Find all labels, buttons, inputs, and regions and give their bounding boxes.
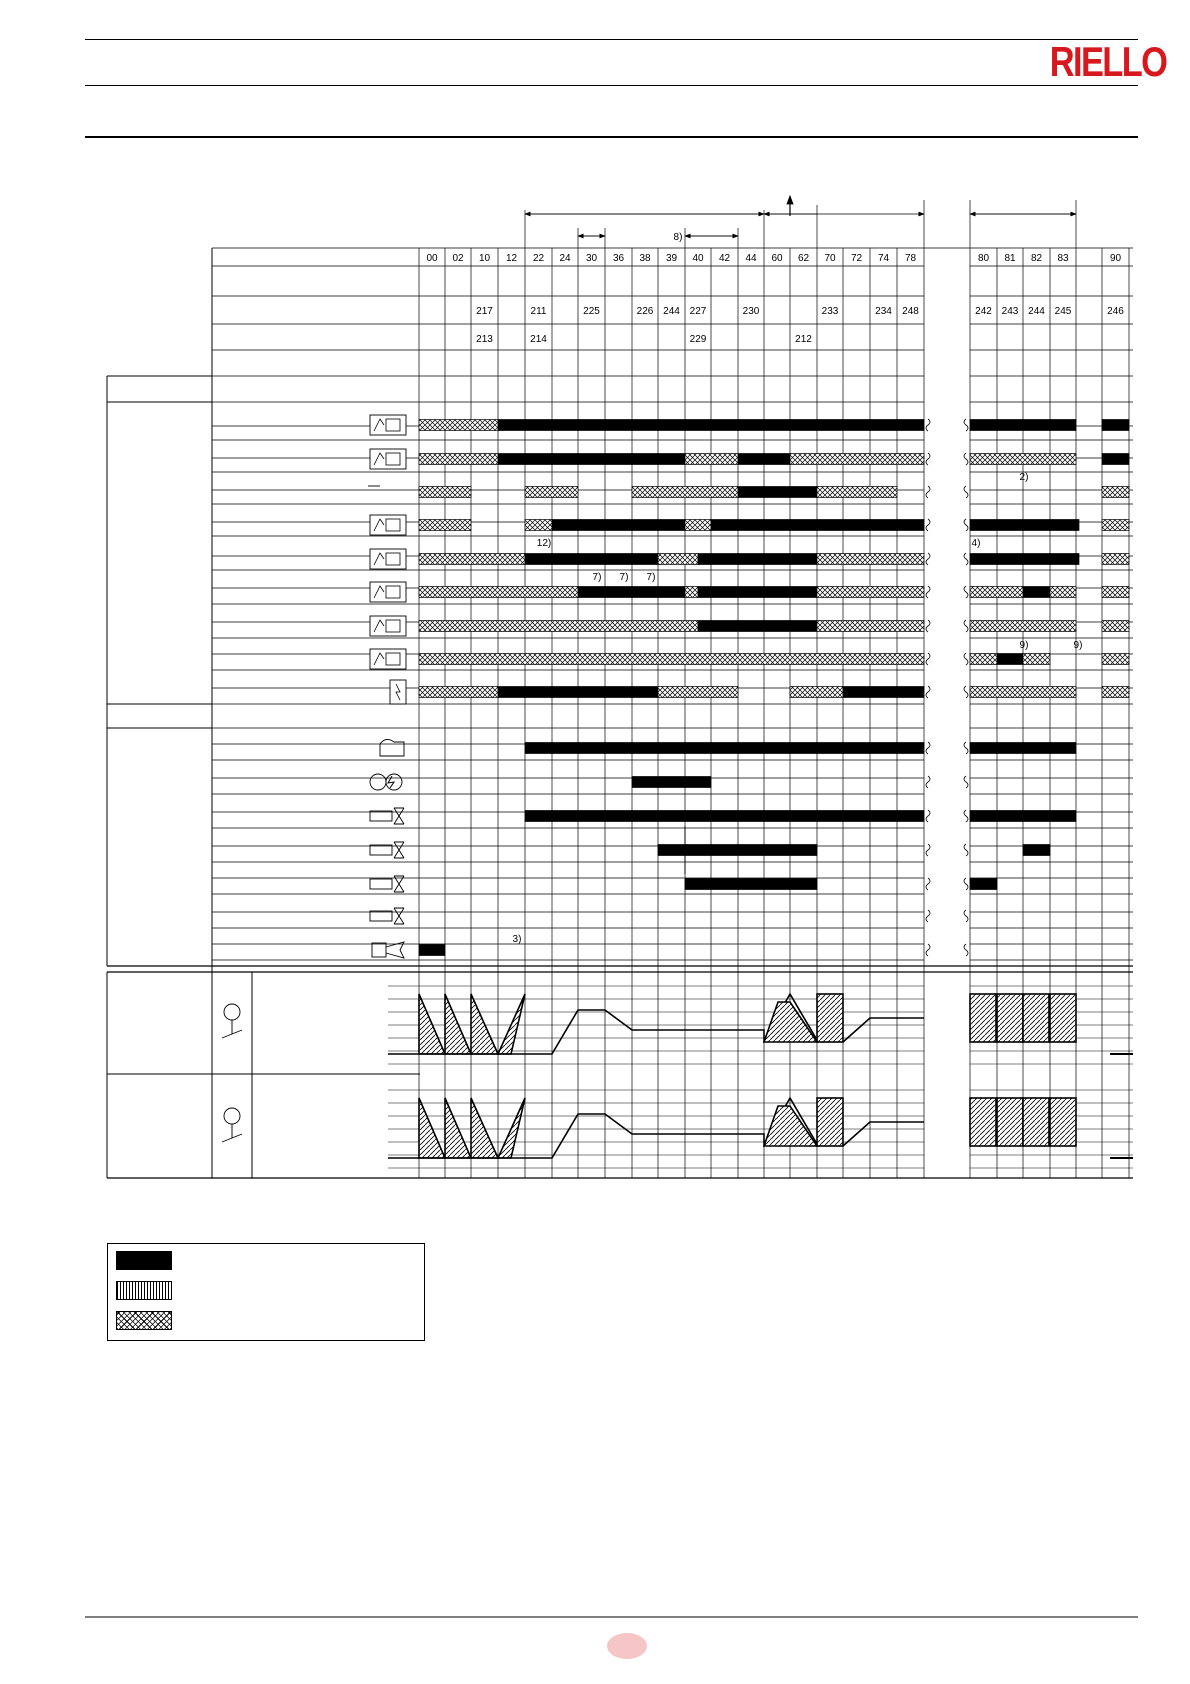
column-label: 44: [745, 253, 757, 264]
alarm-horn-icon: [386, 942, 404, 958]
timing-bar: [1023, 845, 1050, 856]
timing-bar: [970, 621, 1076, 632]
timing-bar: [658, 687, 738, 698]
timing-bar: [658, 845, 817, 856]
column-label: 70: [824, 253, 836, 264]
note-label: 8): [673, 232, 683, 243]
timing-bar: [817, 554, 924, 565]
code-label: 244: [663, 306, 680, 317]
timing-bar: [1102, 420, 1129, 431]
wave-block: [817, 994, 843, 1042]
timing-bar: [419, 687, 498, 698]
wave-block: [817, 1098, 843, 1146]
wave-block: [997, 1098, 1023, 1146]
timing-bar: [498, 420, 924, 431]
timing-bar: [525, 520, 552, 531]
code-label: 234: [875, 306, 892, 317]
timing-bar: [738, 454, 790, 465]
break-mark: [926, 453, 930, 465]
valve-icon: [370, 811, 392, 821]
timing-bar: [419, 420, 498, 431]
column-label: 72: [850, 253, 863, 264]
timing-bar: [698, 554, 817, 565]
code-label: 230: [742, 306, 760, 317]
page-number-badge: [607, 1633, 647, 1659]
column-label: 81: [1004, 253, 1016, 264]
break-mark: [964, 620, 968, 632]
break-mark: [964, 553, 968, 565]
code-label: 227: [689, 306, 707, 317]
code-label: 246: [1107, 306, 1124, 317]
timing-bar: [1102, 621, 1129, 632]
valve-icon: [394, 876, 404, 892]
break-mark: [964, 653, 968, 665]
switch-icon: [370, 515, 406, 535]
break-mark: [964, 519, 968, 531]
column-label: 24: [559, 253, 571, 264]
column-label: 42: [718, 253, 731, 264]
note-label: 9): [1019, 640, 1029, 651]
component-icons: [222, 415, 406, 1142]
code-label: 217: [476, 306, 493, 317]
timing-bar: [970, 811, 1076, 822]
code-label: 226: [636, 306, 654, 317]
column-label: 74: [877, 253, 890, 264]
break-mark: [926, 620, 930, 632]
column-label: 02: [452, 253, 464, 264]
wave-block: [1050, 994, 1076, 1042]
column-label: 30: [585, 253, 598, 264]
column-label: 82: [1030, 253, 1043, 264]
timing-bar: [685, 587, 698, 598]
timing-bar: [970, 654, 997, 665]
code-label: 245: [1054, 306, 1072, 317]
break-mark: [964, 686, 968, 698]
break-mark: [964, 878, 968, 890]
timing-bar: [632, 487, 738, 498]
code-label: 243: [1001, 306, 1019, 317]
note-label: 9): [1073, 640, 1083, 651]
note-label: 7): [646, 572, 656, 583]
sensor-signal-icon: [224, 1004, 240, 1020]
timing-bar: [1050, 587, 1076, 598]
legend-any-state-swatch: [116, 1311, 172, 1330]
column-label: 12: [505, 253, 518, 264]
switch-icon: [370, 549, 406, 569]
break-mark: [964, 453, 968, 465]
timing-bar: [685, 520, 711, 531]
timing-bar: [525, 487, 578, 498]
column-label: 83: [1057, 253, 1069, 264]
code-label: 229: [689, 334, 707, 345]
break-mark: [926, 776, 930, 788]
timing-bar: [685, 879, 817, 890]
code-label: 225: [583, 306, 600, 317]
valve-icon: [394, 842, 404, 858]
column-label: 62: [797, 253, 810, 264]
timing-bar: [525, 811, 924, 822]
timing-bar: [578, 587, 685, 598]
wave-block: [1023, 994, 1049, 1042]
break-mark: [926, 810, 930, 822]
note-label: 7): [619, 572, 629, 583]
valve-icon: [370, 911, 392, 921]
break-mark: [926, 878, 930, 890]
timing-bar: [498, 454, 685, 465]
timing-bar: [1102, 520, 1129, 531]
timing-bar: [698, 621, 817, 632]
column-label: 78: [904, 253, 917, 264]
break-mark: [926, 486, 930, 498]
timing-bar: [1023, 654, 1050, 665]
timing-bar: [790, 687, 843, 698]
timing-bar: [711, 520, 924, 531]
note-label: 2): [1019, 472, 1029, 483]
column-label: 40: [692, 253, 704, 264]
break-mark: [926, 742, 930, 754]
timing-bar: [419, 487, 471, 498]
wave-block: [1023, 1098, 1049, 1146]
ignition-transformer-icon: [370, 774, 386, 790]
break-mark: [964, 910, 968, 922]
timing-bar: [1102, 487, 1129, 498]
timing-bar: [843, 687, 924, 698]
timing-bar: [970, 687, 1076, 698]
timing-bar: [419, 654, 924, 665]
alarm-horn-icon: [372, 943, 386, 957]
timing-bar: [419, 621, 698, 632]
wave-block: [970, 994, 996, 1042]
switch-icon: [370, 616, 406, 636]
thermostat-icon: [370, 449, 406, 469]
wave-block: [1050, 1098, 1076, 1146]
column-label: 10: [478, 253, 491, 264]
column-label: 39: [665, 253, 678, 264]
timing-bar: [498, 687, 658, 698]
break-mark: [964, 844, 968, 856]
timing-bar: [970, 743, 1076, 754]
timing-bar: [419, 520, 471, 531]
timing-bar: [525, 743, 924, 754]
timing-bar: [970, 587, 1023, 598]
legend-variable-swatch: [116, 1281, 172, 1300]
valve-icon: [394, 808, 404, 824]
break-mark: [926, 653, 930, 665]
note-label: 7): [592, 572, 602, 583]
note-label: 12): [536, 538, 552, 549]
column-label: 22: [532, 253, 545, 264]
code-label: 212: [795, 334, 812, 345]
break-mark: [964, 810, 968, 822]
break-mark: [926, 944, 930, 956]
timing-bar: [1102, 454, 1129, 465]
note-label: 3): [512, 934, 522, 945]
break-mark: [964, 742, 968, 754]
timing-bar: [525, 554, 658, 565]
code-label: 213: [476, 334, 493, 345]
wave-spike: [498, 994, 525, 1054]
break-mark: [964, 419, 968, 431]
timing-bar: [698, 587, 817, 598]
timing-bar: [738, 487, 817, 498]
code-label: 233: [821, 306, 839, 317]
timing-bar: [997, 654, 1023, 665]
wave-spike: [471, 1098, 498, 1158]
timing-bar: [1102, 587, 1129, 598]
legend-active-swatch: [116, 1251, 172, 1270]
column-label: 80: [977, 253, 990, 264]
timing-bar: [1023, 587, 1050, 598]
timing-bar: [970, 420, 1076, 431]
wave-line: [843, 1122, 924, 1146]
break-mark: [926, 419, 930, 431]
valve-icon: [394, 908, 404, 924]
code-label: 248: [902, 306, 919, 317]
timing-bar: [1102, 654, 1129, 665]
column-label: 38: [639, 253, 651, 264]
timing-bar: [970, 454, 1076, 465]
break-mark: [964, 586, 968, 598]
column-label: 60: [771, 253, 783, 264]
wave-spike: [498, 1098, 525, 1158]
break-mark: [926, 519, 930, 531]
timing-bar: [552, 520, 685, 531]
break-mark: [964, 944, 968, 956]
timing-bar: [658, 554, 698, 565]
valve-icon: [370, 845, 392, 855]
wave-spike: [419, 1098, 445, 1158]
timing-bar: [817, 487, 897, 498]
break-mark: [926, 586, 930, 598]
timing-bar: [817, 587, 924, 598]
valve-icon: [370, 879, 392, 889]
timing-bar: [817, 621, 924, 632]
note-label: 4): [971, 538, 981, 549]
fan-motor-icon: [380, 739, 404, 756]
signal-waveforms: [388, 986, 1133, 1168]
pressure-switch-icon: [370, 415, 406, 435]
timing-bar: [419, 945, 445, 956]
wave-line: [843, 1018, 924, 1042]
wave-spike: [445, 1098, 471, 1158]
timing-bar: [1102, 554, 1129, 565]
timing-bar: [1102, 687, 1129, 698]
wave-spike: [471, 994, 498, 1054]
break-mark: [926, 844, 930, 856]
legend-box: [107, 1243, 425, 1341]
column-label: 00: [426, 253, 438, 264]
code-label: 242: [975, 306, 992, 317]
timing-bar: [685, 454, 738, 465]
break-mark: [926, 910, 930, 922]
wave-block: [970, 1098, 996, 1146]
sensor-signal-icon: [224, 1108, 240, 1124]
wave-spike: [419, 994, 445, 1054]
break-mark: [964, 486, 968, 498]
timing-bar: [790, 454, 924, 465]
timing-bar: [419, 587, 578, 598]
wave-trap: [764, 1106, 817, 1146]
break-mark: [926, 553, 930, 565]
wave-trap: [764, 1002, 817, 1042]
column-label: 36: [612, 253, 625, 264]
timing-bar: [970, 879, 997, 890]
code-label: 211: [530, 306, 547, 317]
break-mark: [964, 776, 968, 788]
code-label: 244: [1028, 306, 1045, 317]
switch-icon: [370, 649, 406, 669]
wave-block: [997, 994, 1023, 1042]
timing-bar: [419, 554, 525, 565]
timing-bar: [632, 777, 711, 788]
code-label: 214: [530, 334, 547, 345]
timing-bars: [419, 419, 1129, 956]
brand-logo: RIELLO: [1049, 38, 1167, 85]
switch-icon: [370, 582, 406, 602]
break-mark: [926, 686, 930, 698]
timing-bar: [970, 520, 1079, 531]
timing-bar: [419, 454, 498, 465]
wave-spike: [445, 994, 471, 1054]
column-label: 90: [1109, 253, 1122, 264]
timing-bar: [970, 554, 1079, 565]
diagram-grid: [85, 196, 1138, 1617]
